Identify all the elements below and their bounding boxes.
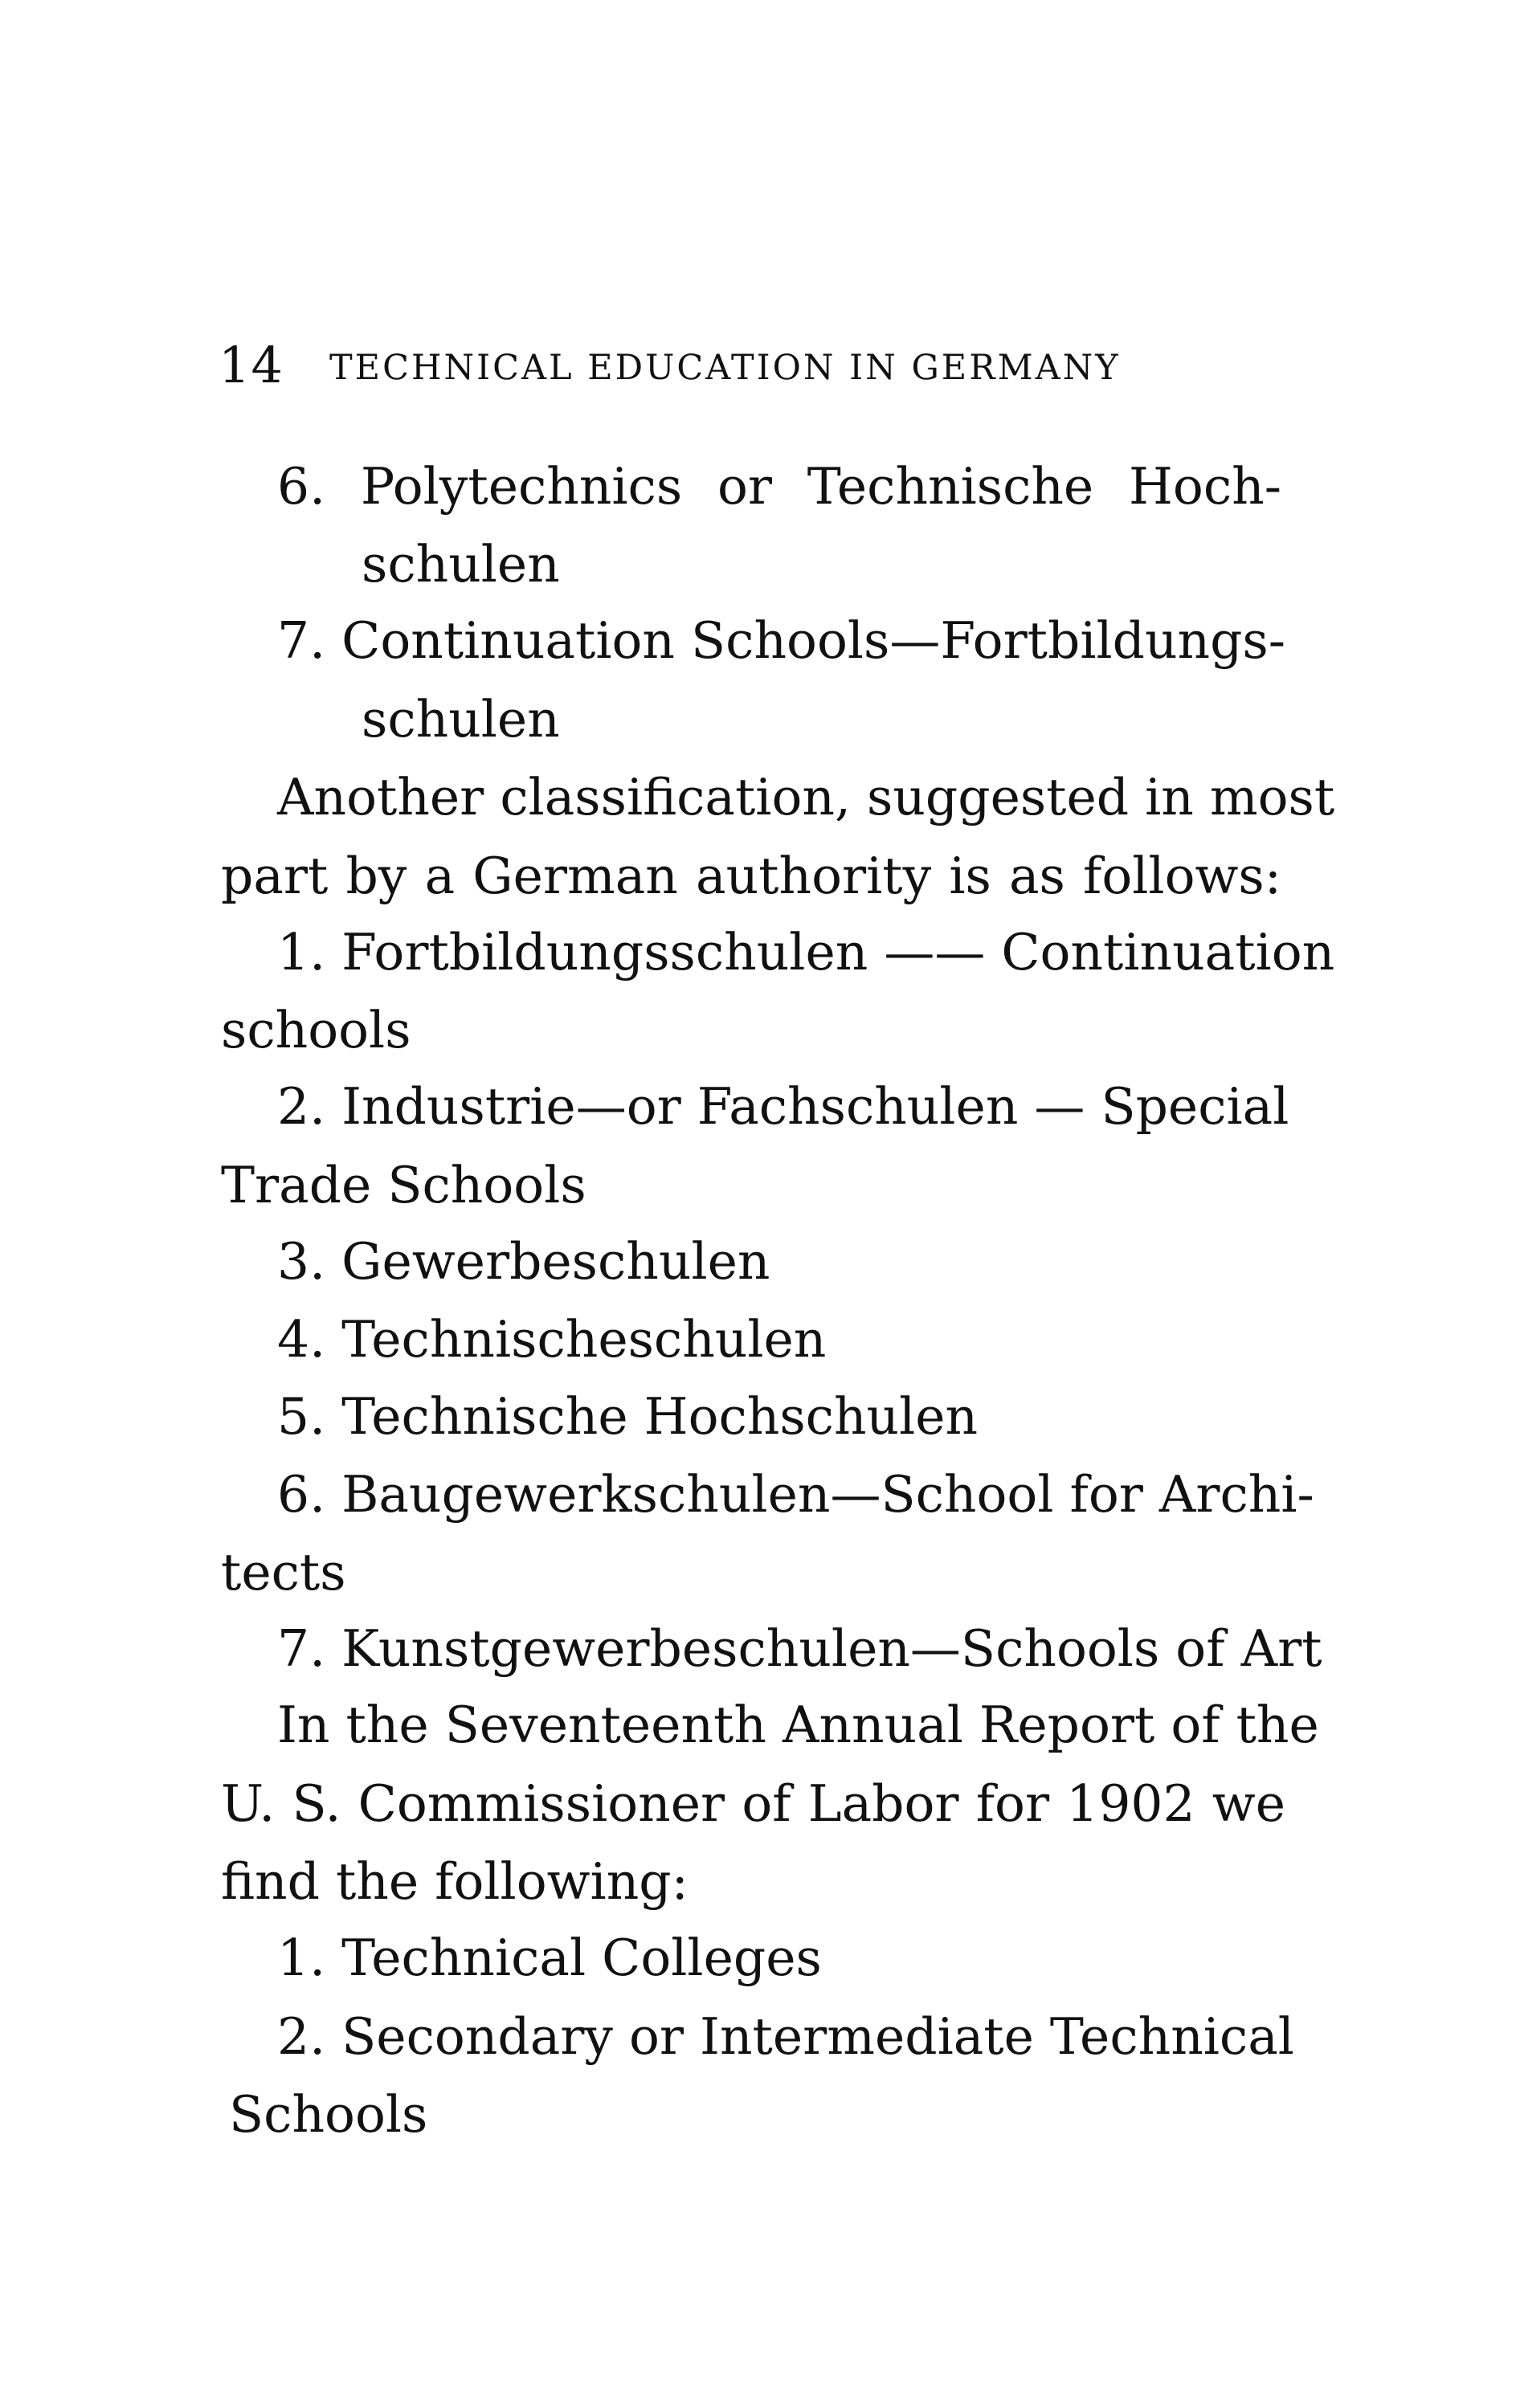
text-line: Another classification, suggested in most [277,768,1335,826]
text-line: Schools [229,2085,428,2144]
text-line: 1. Fortbildungsschulen —— Continuation [277,923,1335,982]
text-line: 2. Industrie—or Fachschulen — Special [277,1077,1289,1136]
text-line: schulen [362,690,560,749]
text-line: tects [221,1543,346,1602]
text-line: 3. Gewerbeschulen [277,1232,770,1291]
text-line: Trade Schools [221,1156,586,1214]
text-line: 6. Baugewerkschulen—School for Archi- [277,1465,1314,1524]
text-line: U. S. Commissioner of Labor for 1902 we [221,1774,1285,1833]
text-line: schulen [362,535,560,594]
page-number: 14 [219,336,284,394]
text-line: find the following: [221,1852,689,1911]
text-line: 7. Kunstgewerbeschulen—Schools of Art [277,1619,1322,1678]
text-line: 2. Secondary or Intermediate Technical [277,2007,1294,2066]
running-head [219,329,1287,402]
text-line: 5. Technische Hochschulen [277,1387,979,1446]
text-line: 4. Technischeschulen [277,1310,827,1369]
text-line: 1. Technical Colleges [277,1928,822,1987]
text-line: part by a German authority is as follows: [221,847,1281,905]
running-title: TECHNICAL EDUCATION IN GERMANY [329,348,1121,388]
text-line: schools [221,1001,411,1059]
text-line: 7. Continuation Schools—Fortbildungs- [277,611,1286,670]
text-line: In the Seventeenth Annual Report of the [277,1696,1319,1754]
text-line: 6. Polytechnics or Technische Hoch- [277,457,1281,516]
